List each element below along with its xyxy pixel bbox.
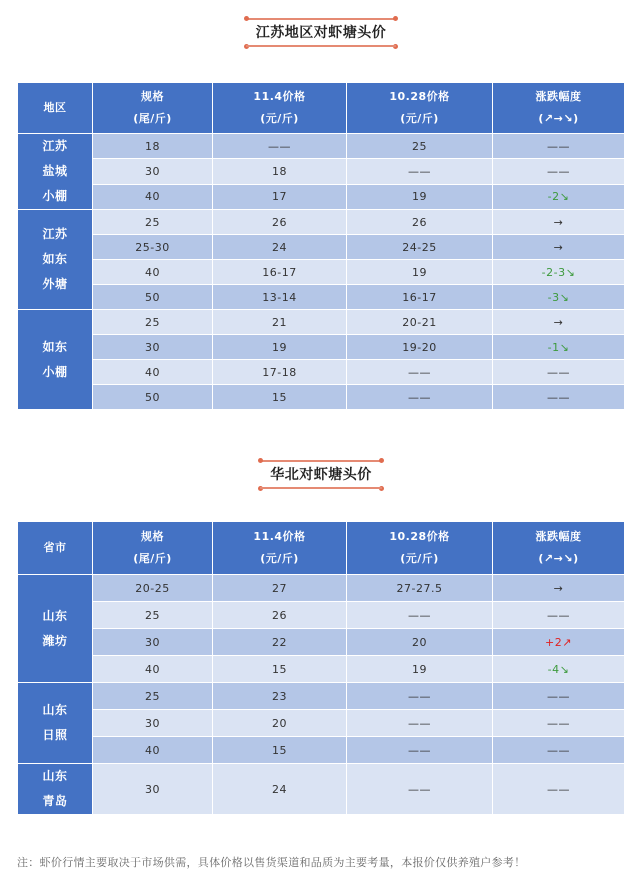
change-cell: -3↘ — [493, 285, 625, 310]
region-label: 如东 — [42, 339, 68, 354]
price-10-28-cell: 27-27.5 — [347, 575, 493, 602]
change-cell: —— — [493, 764, 625, 815]
section1-title-text: 江苏地区对虾塘头价 — [255, 25, 387, 41]
change-cell: -1↘ — [493, 335, 625, 360]
header-change: 涨跌幅度 (↗→↘) — [493, 83, 625, 134]
table-row — [18, 737, 625, 764]
decor-dot-icon — [258, 458, 263, 463]
section1-title-wrap — [0, 18, 642, 47]
table-row — [18, 210, 625, 235]
price-11-4-cell: 24 — [213, 235, 347, 260]
table-row — [18, 285, 625, 310]
spec-cell: 18 — [93, 134, 213, 159]
spec-cell: 40 — [93, 737, 213, 764]
decor-dot-icon — [258, 486, 263, 491]
change-cell: —— — [493, 159, 625, 184]
region-label: 青岛 — [42, 794, 68, 808]
region-label: 山东 — [42, 769, 68, 783]
price-11-4-cell: 15 — [213, 385, 347, 410]
table-header-row — [18, 522, 625, 575]
price-10-28-cell: 19-20 — [347, 335, 493, 360]
change-cell: +2↗ — [493, 629, 625, 656]
change-cell: —— — [493, 360, 625, 385]
spec-cell: 25 — [93, 310, 213, 335]
table-row — [18, 360, 625, 385]
change-cell: —— — [493, 737, 625, 764]
spec-cell: 30 — [93, 710, 213, 737]
price-10-28-cell: 24-25 — [347, 235, 493, 260]
header-spec: 规格 (尾/斤) — [93, 522, 213, 575]
region-label: 江苏 — [42, 139, 68, 153]
region-cell — [18, 575, 93, 683]
price-11-4-cell: 26 — [213, 210, 347, 235]
region-label: 如东 — [42, 252, 68, 266]
price-11-4-cell: 15 — [213, 656, 347, 683]
price-11-4-cell: —— — [213, 134, 347, 159]
price-10-28-cell: —— — [347, 159, 493, 184]
price-11-4-cell: 21 — [213, 310, 347, 335]
price-11-4-cell: 16-17 — [213, 260, 347, 285]
table-row — [18, 656, 625, 683]
region-cell — [18, 683, 93, 764]
change-cell: -2-3↘ — [493, 260, 625, 285]
table-row — [18, 575, 625, 602]
spec-cell: 40 — [93, 260, 213, 285]
header-price-11-4: 11.4价格 (元/斤) — [213, 522, 347, 575]
section2-title-wrap — [0, 460, 642, 489]
region-cell — [18, 134, 93, 210]
change-cell: —— — [493, 710, 625, 737]
decor-dot-icon — [244, 44, 249, 49]
spec-cell: 50 — [93, 385, 213, 410]
change-cell: → — [493, 310, 625, 335]
decor-dot-icon — [379, 458, 384, 463]
change-cell: → — [493, 235, 625, 260]
price-10-28-cell: —— — [347, 360, 493, 385]
header-region: 地区 — [18, 83, 93, 134]
spec-cell: 40 — [93, 184, 213, 209]
region-label: 外塘 — [42, 277, 68, 291]
region-cell — [18, 764, 93, 815]
spec-cell: 30 — [93, 335, 213, 360]
spec-cell: 20-25 — [93, 575, 213, 602]
price-11-4-cell: 27 — [213, 575, 347, 602]
price-11-4-cell: 19 — [213, 335, 347, 360]
change-cell: -2↘ — [493, 184, 625, 209]
region-label: 潍坊 — [42, 633, 68, 648]
price-10-28-cell: —— — [347, 737, 493, 764]
spec-cell: 40 — [93, 360, 213, 385]
price-11-4-cell: 17 — [213, 184, 347, 209]
decor-dot-icon — [393, 16, 398, 21]
spec-cell: 30 — [93, 764, 213, 815]
price-10-28-cell: —— — [347, 764, 493, 815]
spec-cell: 50 — [93, 285, 213, 310]
header-price-11-4: 11.4价格 (元/斤) — [213, 83, 347, 134]
price-10-28-cell: 19 — [347, 656, 493, 683]
price-10-28-cell: 20 — [347, 629, 493, 656]
change-cell: —— — [493, 385, 625, 410]
decor-dot-icon — [244, 16, 249, 21]
jiangsu-price-table — [17, 82, 625, 410]
table-row — [18, 385, 625, 410]
region-label: 小棚 — [42, 364, 68, 379]
price-11-4-cell: 13-14 — [213, 285, 347, 310]
price-10-28-cell: —— — [347, 602, 493, 629]
price-11-4-cell: 17-18 — [213, 360, 347, 385]
price-11-4-cell: 18 — [213, 159, 347, 184]
price-10-28-cell: 19 — [347, 260, 493, 285]
header-change: 涨跌幅度 (↗→↘) — [493, 522, 625, 575]
price-11-4-cell: 24 — [213, 764, 347, 815]
table-row — [18, 683, 625, 710]
price-11-4-cell: 15 — [213, 737, 347, 764]
change-cell: —— — [493, 134, 625, 159]
region-label: 小棚 — [42, 189, 68, 203]
footnote: 注：虾价行情主要取决于市场供需，具体价格以售货渠道和品质为主要考量，本报价仅供养殖户参考！ — [17, 856, 526, 869]
change-cell: → — [493, 575, 625, 602]
price-11-4-cell: 20 — [213, 710, 347, 737]
price-10-28-cell: 26 — [347, 210, 493, 235]
price-10-28-cell: —— — [347, 683, 493, 710]
table-row — [18, 764, 625, 815]
spec-cell: 40 — [93, 656, 213, 683]
header-price-10-28: 10.28价格 (元/斤) — [347, 522, 493, 575]
decor-dot-icon — [379, 486, 384, 491]
spec-cell: 30 — [93, 629, 213, 656]
price-10-28-cell: 19 — [347, 184, 493, 209]
header-price-10-28: 10.28价格 (元/斤) — [347, 83, 493, 134]
region-label: 江苏 — [42, 227, 68, 241]
section1-title — [246, 18, 397, 47]
header-region: 省市 — [18, 522, 93, 575]
section2-title-text: 华北对虾塘头价 — [270, 467, 372, 483]
price-11-4-cell: 22 — [213, 629, 347, 656]
table-row — [18, 235, 625, 260]
spec-cell: 25 — [93, 602, 213, 629]
region-label: 山东 — [42, 608, 68, 623]
price-10-28-cell: 20-21 — [347, 310, 493, 335]
table-row — [18, 159, 625, 184]
price-10-28-cell: 25 — [347, 134, 493, 159]
table-row — [18, 310, 625, 335]
region-label: 日照 — [42, 728, 68, 742]
section2-title — [260, 460, 382, 489]
spec-cell: 25 — [93, 210, 213, 235]
change-cell: -4↘ — [493, 656, 625, 683]
table-row — [18, 602, 625, 629]
north-china-price-table — [17, 521, 625, 815]
change-cell: → — [493, 210, 625, 235]
table-row — [18, 184, 625, 209]
price-10-28-cell: —— — [347, 710, 493, 737]
region-label: 盐城 — [42, 164, 68, 178]
header-spec: 规格 (尾/斤) — [93, 83, 213, 134]
spec-cell: 25 — [93, 683, 213, 710]
change-cell: —— — [493, 683, 625, 710]
decor-dot-icon — [393, 44, 398, 49]
table-row — [18, 260, 625, 285]
spec-cell: 30 — [93, 159, 213, 184]
table-row — [18, 134, 625, 159]
change-cell: —— — [493, 602, 625, 629]
price-10-28-cell: 16-17 — [347, 285, 493, 310]
table-row — [18, 629, 625, 656]
table-header-row — [18, 83, 625, 134]
spec-cell: 25-30 — [93, 235, 213, 260]
region-cell — [18, 310, 93, 410]
price-10-28-cell: —— — [347, 385, 493, 410]
table-row — [18, 335, 625, 360]
price-11-4-cell: 26 — [213, 602, 347, 629]
region-label: 山东 — [42, 703, 68, 717]
region-cell — [18, 210, 93, 310]
price-11-4-cell: 23 — [213, 683, 347, 710]
table-row — [18, 710, 625, 737]
